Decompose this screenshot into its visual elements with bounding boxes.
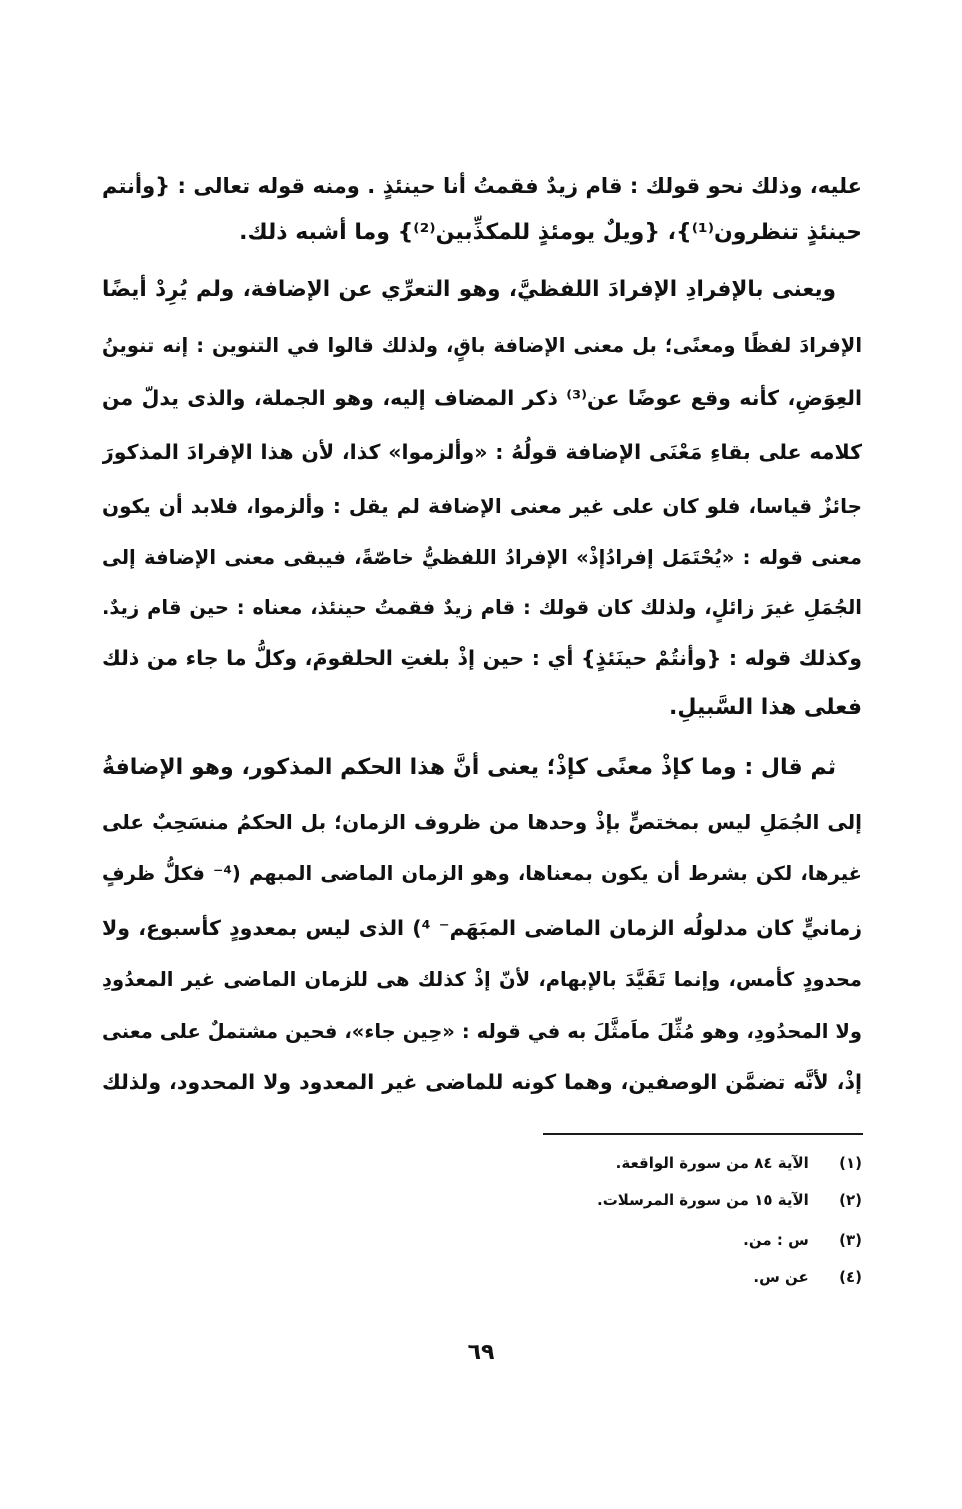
footnote-text: س : من. <box>743 1231 809 1249</box>
body-line: غيرها، لكن بشرط أن يكون بمعناها، وهو الزمان الماضى المبهم (⁴⁻ فكلُّ ظرفٍ <box>102 862 862 885</box>
body-line: إذْ، لأنَّه تضمَّن الوصفين، وهما كونه للماضى غير المعدود ولا المحدود، ولذلك <box>102 1070 862 1094</box>
footnote-text: عن س. <box>753 1268 809 1286</box>
footnote-number: (٣) <box>839 1231 862 1249</box>
footnote-text: الآية ١٥ من سورة المرسلات. <box>597 1191 809 1209</box>
body-line: محدودٍ كأمس، وإنما تَقَيَّدَ بالإبهام، لأنّ إذْ كذلك هى للزمان الماضى غير المعدُودِ <box>102 968 862 991</box>
footnote <box>462 1262 862 1292</box>
body-line: جائزٌ قياسا، فلو كان على غير معنى الإضافة لم يقل : وألزموا، فلابد أن يكون <box>102 494 862 518</box>
body-line: ولا المحدُودِ، وهو مُثِّلَ ماَمثَّلَ به في قوله : «حِين جاء»، فحين مشتملٌ على معنى <box>102 1020 862 1043</box>
body-line: الجُمَلِ غيرَ زائلٍ، ولذلك كان قولك : قام زيدٌ فقمتُ حينئذ، معناه : حين قام زيدٌ. <box>102 596 862 619</box>
footnote <box>462 1148 862 1178</box>
body-line: معنى قوله : «يُحْتَمَل إفرادُإذْ» الإفرادُ اللفظيُّ خاصّةً، فيبقى معنى الإضافة إلى <box>102 546 862 569</box>
footnote-number: (١) <box>839 1154 862 1172</box>
body-line: وكذلك قوله : {وأنتُمْ حينَئذٍ} أي : حين إذْ بلغتِ الحلقومَ، وكلُّ ما جاء من ذلك <box>102 646 862 670</box>
footnote-number: (٢) <box>839 1191 862 1209</box>
footnote-number: (٤) <box>839 1268 862 1286</box>
body-line: إلى الجُمَلِ ليس بمختصٍّ بإذْ وحدها من ظروف الزمان؛ بل الحكمُ منسَحِبٌ على <box>102 810 862 834</box>
body-line: كلامه على بقاءِ مَعْنَى الإضافة قولُهُ : «وألزموا» كذا، لأن هذا الإفرادَ المذكورَ <box>102 440 862 464</box>
body-line: زمانيٍّ كان مدلولُه الزمان الماضى المبَهَم⁻ ⁴) الذى ليس بمعدودٍ كأسبوع، ولا <box>102 916 862 940</box>
body-line: حينئذٍ تنظرون⁽¹⁾}، {ويلٌ يومئذٍ للمكذِّبين⁽²⁾} وما أشبه ذلك. <box>239 220 862 245</box>
body-line: ويعنى بالإفرادِ الإفرادَ اللفظيَّ، وهو التعرِّي عن الإضافة، ولم يُرِدْ أيضًا <box>102 277 836 302</box>
page-number: ٦٩ <box>467 1340 495 1365</box>
body-line: عليه، وذلك نحو قولك : قام زيدٌ فقمتُ أنا حينئذٍ . ومنه قوله تعالى : {وأنتم <box>102 174 862 198</box>
body-line: فعلى هذا السَّبيلِ. <box>668 695 862 720</box>
footnote <box>462 1185 862 1215</box>
body-line: الإفرادَ لفظًا ومعنًى؛ بل معنى الإضافة باقٍ، ولذلك قالوا في التنوين : إنه تنوينُ <box>102 334 862 357</box>
body-line: ثم قال : وما كإذْ معنًى كإذْ؛ يعنى أنَّ هذا الحكم المذكور، وهو الإضافةُ <box>102 755 836 780</box>
footnote-text: الآية ٨٤ من سورة الواقعة. <box>615 1154 809 1172</box>
body-line: العِوَضِ، كأنه وقع عوضًا عن⁽³⁾ ذكر المضاف إليه، وهو الجملة، والذى يدلّ من <box>102 386 862 410</box>
footnote-divider <box>543 1133 863 1135</box>
footnote <box>462 1225 862 1255</box>
